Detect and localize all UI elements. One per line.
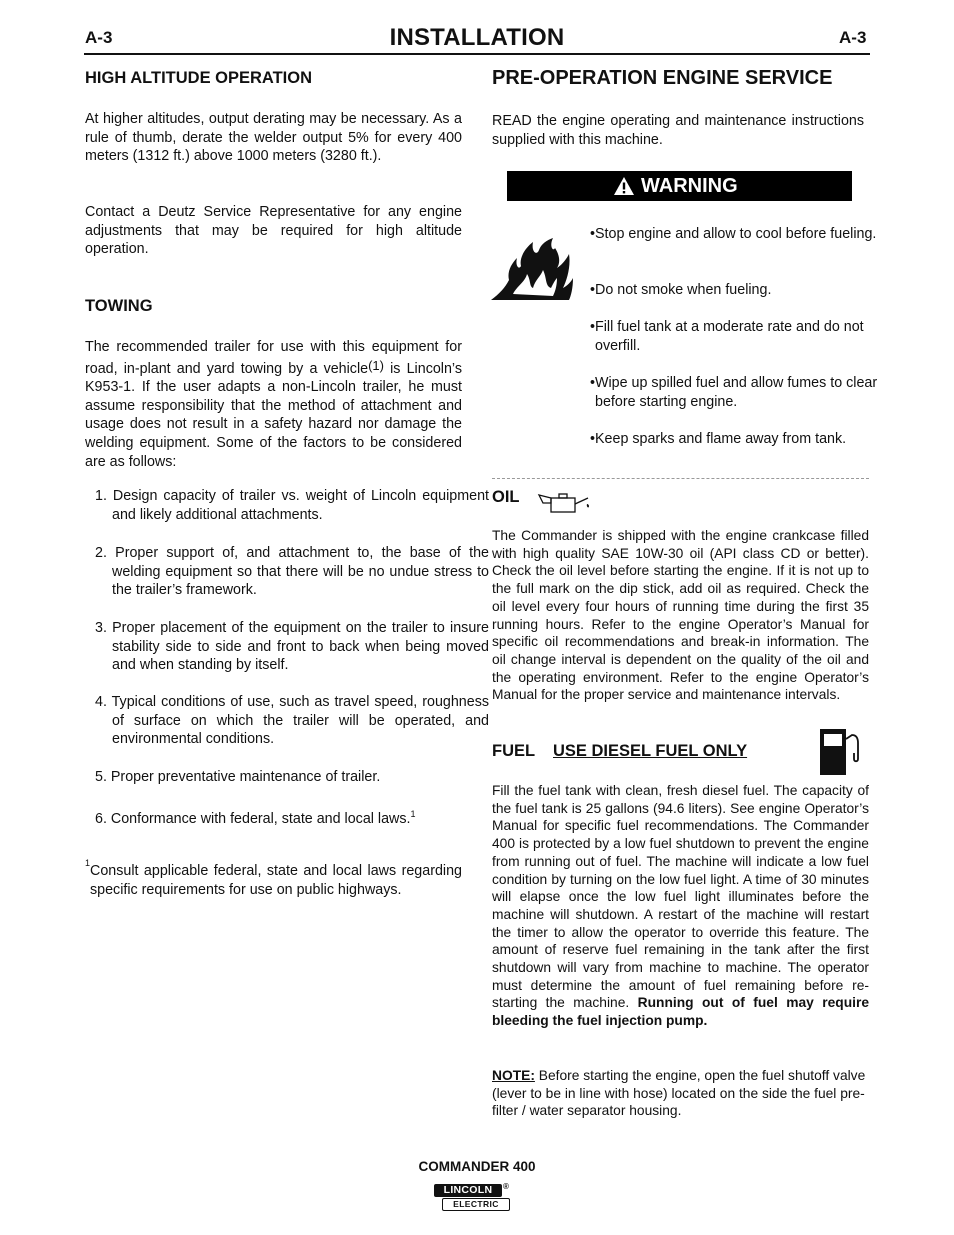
- footer-model: COMMANDER 400: [418, 1159, 536, 1174]
- page-code-left: A-3: [85, 28, 113, 47]
- high-altitude-paragraph-1: At higher altitudes, output derating may be necessary. As a rule of thumb, derate the welder output 5% for every 400 meters (1312 ft.) above 1000 meters (3280 ft.).: [85, 111, 462, 165]
- pre-operation-intro: READ the engine operating and maintenance instructions supplied with this machine.: [492, 113, 864, 148]
- towing-list-item-text: 6. Conformance with federal, state and local laws.: [95, 810, 411, 827]
- pre-operation-heading: PRE-OPERATION ENGINE SERVICE: [492, 67, 833, 89]
- section-divider: [492, 478, 869, 479]
- registered-mark: ®: [503, 1182, 509, 1191]
- footnote-text: Consult applicable federal, state and local laws regarding specific requirements for use on public highways.: [90, 863, 462, 898]
- lincoln-electric-logo: [434, 1184, 510, 1212]
- footnote-marker: 1: [85, 858, 91, 868]
- warning-item: •Wipe up spilled fuel and allow fumes to clear before starting engine.: [590, 375, 878, 410]
- warning-label: WARNING: [641, 174, 738, 197]
- towing-text-a: The recommended trailer for use with this equipment for road, in-plant and yard towing by a vehicle: [85, 339, 462, 377]
- footnote-ref: 1: [410, 809, 416, 819]
- footnote-ref: (1): [368, 357, 384, 373]
- towing-paragraph: [85, 338, 462, 471]
- towing-list-item: 1. Design capacity of trailer vs. weight of Lincoln equipment and likely additional attachments.: [95, 488, 489, 523]
- fuel-warning-bold: Running out of fuel may require bleeding the fuel injection pump.: [492, 995, 870, 1029]
- fuel-pump-icon: [818, 727, 862, 777]
- high-altitude-heading: HIGH ALTITUDE OPERATION: [85, 69, 313, 87]
- warning-banner: [507, 171, 852, 201]
- page-title: INSTALLATION: [389, 24, 565, 51]
- oil-body: The Commander is shipped with the engine crankcase filled with high quality SAE 10W-30 oil (API class CD or better). Check the oil level before starting the engine. If it is not up to the full mark on the dip stick, add oil as required. Check the oil level every four hours of running time during the first 35 running hours. Refer to the engine Operator’s Manual for specific oil recommendations and break-in information. The oil change interval is dependent on the quality of the oil and the operating environment. Refer to the engine Operator’s Manual for the proper service and maintenance intervals.: [492, 528, 869, 703]
- flame-icon: [491, 236, 577, 302]
- warning-item: •Fill fuel tank at a moderate rate and do not overfill.: [590, 319, 864, 354]
- header-rule: [84, 53, 870, 55]
- towing-list-item: 5. Proper preventative maintenance of trailer.: [95, 769, 381, 785]
- fuel-subheading: USE DIESEL FUEL ONLY: [553, 742, 748, 760]
- note-text: Before starting the engine, open the fuel shutoff valve (lever to be in line with hose) located on the side the fuel pre-filter / water separator housing.: [492, 1068, 866, 1119]
- page-code-right: A-3: [839, 28, 867, 47]
- oil-can-icon: [536, 492, 592, 516]
- fuel-body: [492, 782, 869, 1030]
- towing-list-item: 3. Proper placement of the equipment on the trailer to insure stability side to side and front to back when being moved and when standing by itself.: [95, 620, 489, 674]
- fuel-body-text: Fill the fuel tank with clean, fresh diesel fuel. The capacity of the fuel tank is 25 gallons (94.6 liters). See engine Operator’s Manual for specific fuel recommendations. The Commander 400 is protected by a low fuel shutdown to prevent the engine from running out of fuel. The machine will indicate a low fuel condition by turning on the low fuel light. A time of 30 minutes will elapse once the low fuel light illuminates before the machine will shutdown. A restart of the machine will restart the timer to allow the operator to override this feature. The amount of reserve fuel remaining in the tank after the first shutdown will vary from machine to machine. The operator must determine the amount of fuel remaining before re-starting the machine.: [492, 783, 869, 1011]
- oil-heading: OIL: [492, 488, 520, 506]
- towing-list-item: 2. Proper support of, and attachment to, the base of the welding equipment so that there will be no undue stress to the trailer’s framework.: [95, 545, 489, 599]
- towing-list-item: 4. Typical conditions of use, such as travel speed, roughness of surface on which the trailer will be operated, and environmental conditions.: [95, 694, 489, 748]
- towing-heading: TOWING: [85, 297, 153, 315]
- warning-item: •Do not smoke when fueling.: [590, 282, 772, 298]
- fuel-note: [492, 1067, 869, 1120]
- logo-top: LINCOLN: [434, 1184, 502, 1197]
- high-altitude-paragraph-2: Contact a Deutz Service Representative for any engine adjustments that may be required for high altitude operation.: [85, 204, 462, 258]
- fuel-heading: FUEL: [492, 742, 536, 760]
- note-label: NOTE:: [492, 1068, 535, 1083]
- warning-triangle-icon: [613, 176, 635, 196]
- towing-text-b: is Lincoln’s K953-1. If the user adapts a non-Lincoln trailer, he must assume responsibility that the method of attachment and usage does not result in a safety hazard nor damage the welding equipment. Some of the factors to be considered are as follows:: [85, 360, 462, 470]
- towing-list-item-6: [85, 805, 489, 828]
- warning-item: •Keep sparks and flame away from tank.: [590, 431, 847, 447]
- warning-item: •Stop engine and allow to cool before fueling.: [590, 226, 877, 242]
- logo-bottom: ELECTRIC: [442, 1198, 510, 1211]
